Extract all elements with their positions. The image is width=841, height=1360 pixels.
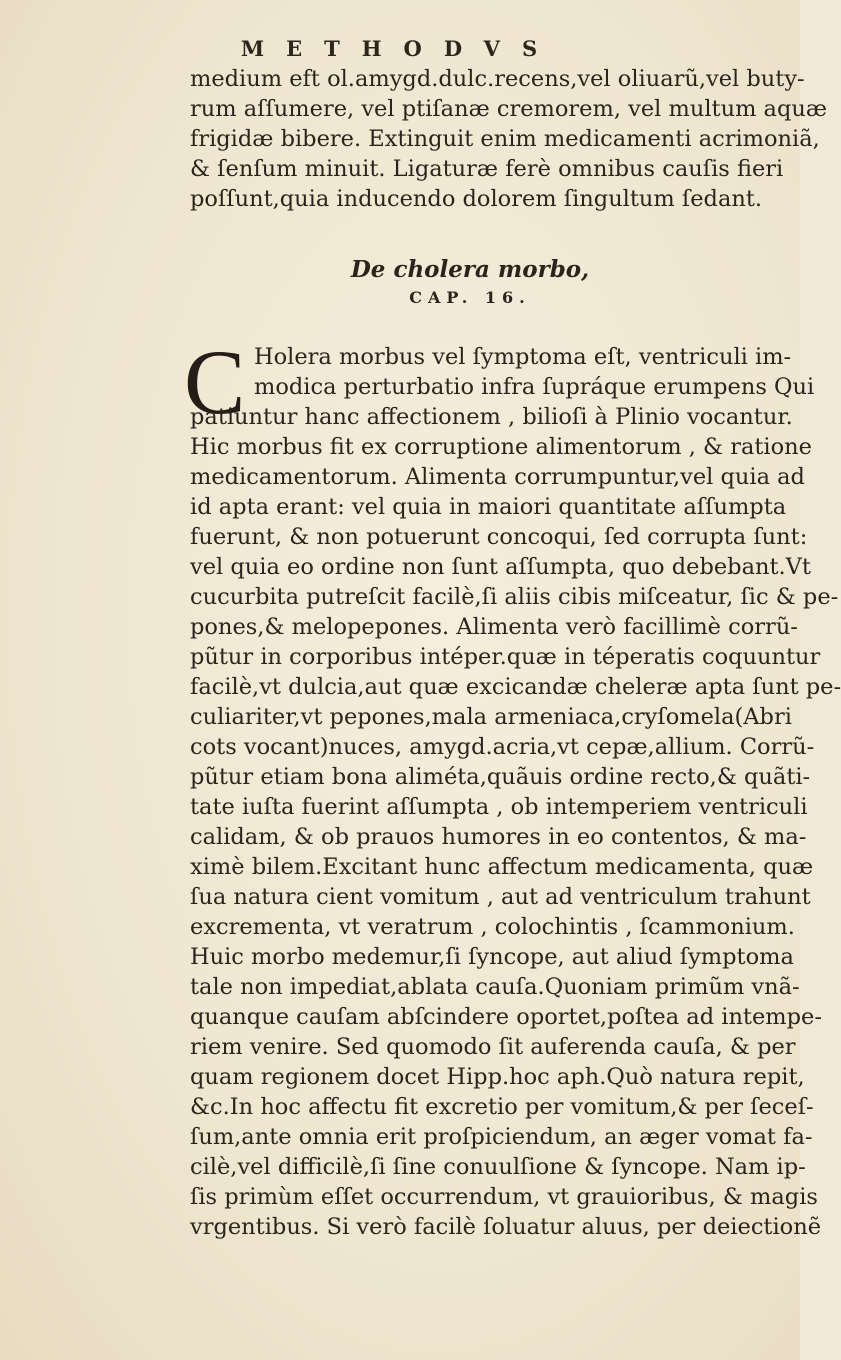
text-line: cucurbita putreſcit facilè,ſi aliis cibis miſceatur, ſic & pe-	[190, 584, 839, 610]
text-line: Huic morbo medemur,ſi ſyncope, aut aliud ſymptoma	[190, 944, 794, 970]
text-line: vrgentibus. Si verò facilè ſoluatur aluus, per deiectionẽ	[190, 1214, 822, 1240]
text-line: Hic morbus fit ex corruptione alimentorum , & ratione	[190, 434, 812, 460]
text-line: pũtur etiam bona aliméta,quãuis ordine recto,& quãti-	[190, 764, 811, 790]
drop-cap: C	[184, 331, 246, 433]
text-line: & ſenſum minuit. Ligaturæ ferè omnibus cauſis fieri	[190, 156, 784, 182]
text-line: ſis primùm eſſet occurrendum, vt grauioribus, & magis	[190, 1184, 818, 1210]
chapter-body	[190, 342, 841, 1242]
text-line: tate iuſta fuerint aſſumpta , ob intemperiem ventriculi	[190, 794, 808, 820]
text-line: Holera morbus vel ſymptoma eſt, ventriculi im-	[254, 344, 792, 370]
continuation-paragraph	[190, 64, 828, 214]
text-line: cilè,vel difficilè,ſi ſine conuulſione & ſyncope. Nam ip-	[190, 1154, 806, 1180]
text-line: id apta erant: vel quia in maiori quantitate aſſumpta	[190, 494, 787, 520]
text-line: &c.In hoc affectu fit excretio per vomitum,& per ſeceſ-	[190, 1094, 814, 1120]
text-line: excrementa, vt veratrum , colochintis , ſcammonium.	[190, 914, 795, 940]
chapter-number: CAP. 16.	[409, 288, 531, 307]
text-line: culiariter,vt pepones,mala armeniaca,cryſomela(Abri	[190, 704, 792, 730]
text-line: calidam, & ob prauos humores in eo contentos, & ma-	[190, 824, 807, 850]
running-head: METHODVS	[240, 36, 560, 61]
text-line: pũtur in corporibus intéper.quæ in téperatis coquuntur	[190, 644, 821, 670]
text-line: frigidæ bibere. Extinguit enim medicamenti acrimoniã,	[190, 126, 820, 152]
text-line: poſſunt,quia inducendo dolorem ſingultum ſedant.	[190, 186, 763, 212]
text-line: ximè bilem.Excitant hunc affectum medicamenta, quæ	[190, 854, 814, 880]
text-line: ſum,ante omnia erit proſpiciendum, an æger vomat fa-	[190, 1124, 813, 1150]
text-line: riem venire. Sed quomodo ſit auferenda cauſa, & per	[190, 1034, 796, 1060]
text-line: medicamentorum. Alimenta corrumpuntur,vel quia ad	[190, 464, 805, 490]
text-line: cots vocant)nuces, amygd.acria,vt cepæ,allium. Corrũ-	[190, 734, 815, 760]
text-line: tale non impediat,ablata cauſa.Quoniam primũm vnã-	[190, 974, 800, 1000]
chapter-title: De cholera morbo,	[350, 256, 590, 283]
text-line: quam regionem docet Hipp.hoc aph.Quò natura repit,	[190, 1064, 805, 1090]
text-line: pones,& melopepones. Alimenta verò facillimè corrũ-	[190, 614, 798, 640]
text-line: modica perturbatio infra ſupráque erumpens Qui	[254, 374, 815, 400]
text-line: facilè,vt dulcia,aut quæ excicandæ cheleræ apta ſunt pe-	[190, 674, 841, 700]
text-line: vel quia eo ordine non ſunt aſſumpta, quo debebant.Vt	[190, 554, 811, 580]
text-line: patiuntur hanc affectionem , bilioſi à Plinio vocantur.	[190, 404, 793, 430]
text-line: rum aſſumere, vel ptiſanæ cremorem, vel multum aquæ	[190, 96, 828, 122]
text-line: fuerunt, & non potuerunt concoqui, ſed corrupta ſunt:	[190, 524, 808, 550]
text-line: ſua natura cient vomitum , aut ad ventriculum trahunt	[190, 884, 811, 910]
text-line: quanque cauſam abſcindere oportet,poſtea ad intempe-	[190, 1004, 822, 1030]
text-line: medium eft ol.amygd.dulc.recens,vel oliuarũ,vel buty-	[190, 66, 805, 92]
